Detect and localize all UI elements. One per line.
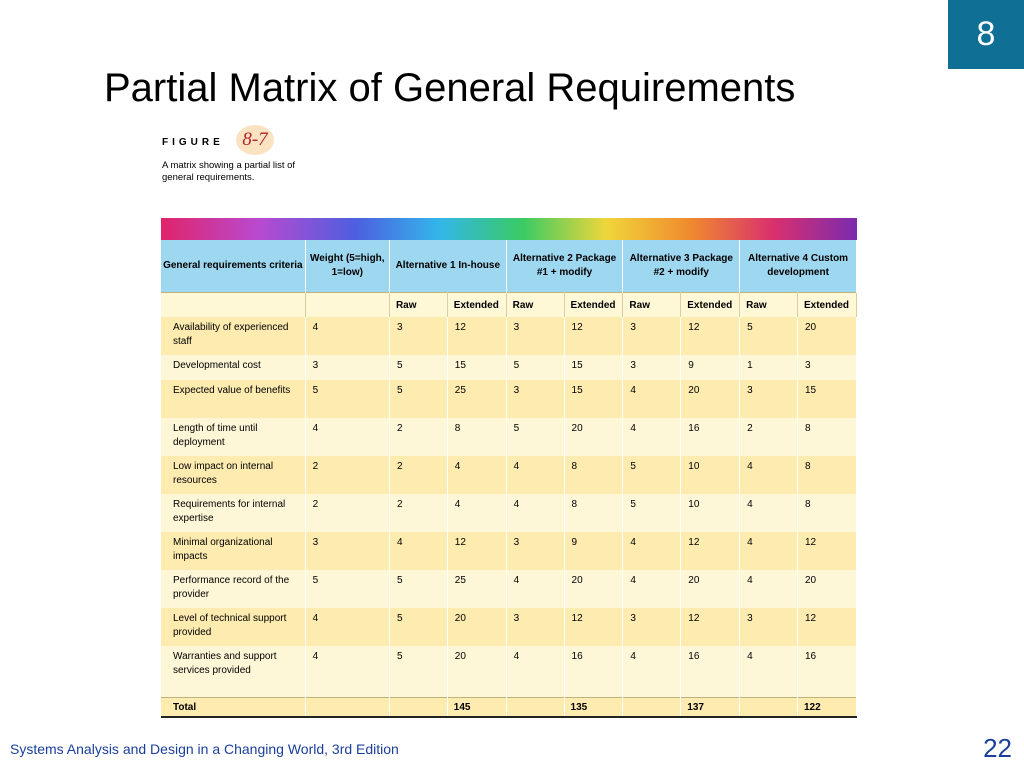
table-header-row [161, 240, 857, 293]
total-alternative-4: 122 [798, 698, 857, 718]
raw-cell: 2 [389, 418, 447, 456]
raw-cell: 5 [623, 456, 681, 494]
chapter-number-badge: 8 [948, 0, 1024, 69]
weight-cell: 3 [305, 532, 389, 570]
subheader-raw: Raw [740, 293, 798, 318]
empty-cell [623, 698, 681, 718]
table-subheader-row [161, 293, 857, 318]
raw-cell: 3 [506, 380, 564, 418]
raw-cell: 3 [740, 608, 798, 646]
total-alternative-2: 135 [564, 698, 623, 718]
decorative-rainbow-banner [161, 218, 857, 240]
extended-cell: 16 [798, 646, 857, 698]
extended-cell: 20 [798, 317, 857, 355]
raw-cell: 5 [506, 355, 564, 380]
criteria-cell: Expected value of benefits [161, 380, 305, 418]
raw-cell: 4 [506, 456, 564, 494]
extended-cell: 12 [798, 608, 857, 646]
raw-cell: 3 [506, 608, 564, 646]
raw-cell: 3 [623, 317, 681, 355]
weight-cell: 4 [305, 608, 389, 646]
extended-cell: 15 [564, 380, 623, 418]
requirements-table [161, 240, 857, 718]
extended-cell: 20 [681, 380, 740, 418]
raw-cell: 5 [389, 646, 447, 698]
raw-cell: 4 [623, 646, 681, 698]
header-alternative-4: Alternative 4 Custom development [740, 240, 857, 293]
extended-cell: 16 [564, 646, 623, 698]
raw-cell: 5 [389, 380, 447, 418]
raw-cell: 4 [389, 532, 447, 570]
criteria-cell: Requirements for internal expertise [161, 494, 305, 532]
page-number: 22 [983, 733, 1012, 763]
extended-cell: 16 [681, 646, 740, 698]
raw-cell: 1 [740, 355, 798, 380]
table-row [161, 608, 857, 646]
raw-cell: 3 [623, 608, 681, 646]
extended-cell: 20 [564, 418, 623, 456]
extended-cell: 9 [681, 355, 740, 380]
subheader-extended: Extended [798, 293, 857, 318]
extended-cell: 12 [564, 608, 623, 646]
extended-cell: 12 [447, 317, 506, 355]
raw-cell: 3 [389, 317, 447, 355]
raw-cell: 3 [740, 380, 798, 418]
slide-title: Partial Matrix of General Requirements [104, 66, 796, 110]
subheader-extended: Extended [447, 293, 506, 318]
subheader-raw: Raw [506, 293, 564, 318]
criteria-cell: Developmental cost [161, 355, 305, 380]
criteria-cell: Warranties and support services provided [161, 646, 305, 698]
table-row [161, 355, 857, 380]
raw-cell: 3 [623, 355, 681, 380]
extended-cell: 15 [564, 355, 623, 380]
extended-cell: 10 [681, 494, 740, 532]
weight-cell: 5 [305, 380, 389, 418]
header-alternative-1: Alternative 1 In-house [389, 240, 506, 293]
extended-cell: 20 [798, 570, 857, 608]
extended-cell: 10 [681, 456, 740, 494]
weight-cell: 4 [305, 646, 389, 698]
weight-cell: 3 [305, 355, 389, 380]
extended-cell: 20 [447, 646, 506, 698]
figure-description: A matrix showing a partial list of general requirements. [162, 160, 296, 183]
extended-cell: 20 [447, 608, 506, 646]
raw-cell: 5 [506, 418, 564, 456]
total-label: Total [161, 698, 305, 718]
extended-cell: 8 [798, 456, 857, 494]
extended-cell: 8 [564, 494, 623, 532]
raw-cell: 4 [740, 570, 798, 608]
extended-cell: 15 [798, 380, 857, 418]
extended-cell: 8 [564, 456, 623, 494]
raw-cell: 2 [740, 418, 798, 456]
table-row [161, 532, 857, 570]
criteria-cell: Performance record of the provider [161, 570, 305, 608]
extended-cell: 12 [447, 532, 506, 570]
raw-cell: 5 [740, 317, 798, 355]
extended-cell: 8 [447, 418, 506, 456]
extended-cell: 15 [447, 355, 506, 380]
figure-label: FIGURE [162, 137, 224, 148]
raw-cell: 3 [506, 317, 564, 355]
header-criteria: General requirements criteria [161, 240, 305, 293]
extended-cell: 12 [681, 317, 740, 355]
table-row [161, 494, 857, 532]
criteria-cell: Length of time until deployment [161, 418, 305, 456]
raw-cell: 5 [389, 570, 447, 608]
extended-cell: 8 [798, 494, 857, 532]
raw-cell: 4 [740, 646, 798, 698]
total-row [161, 698, 857, 718]
weight-cell: 4 [305, 317, 389, 355]
subheader-extended: Extended [681, 293, 740, 318]
header-alternative-2: Alternative 2 Package #1 + modify [506, 240, 623, 293]
criteria-cell: Availability of experienced staff [161, 317, 305, 355]
raw-cell: 2 [389, 494, 447, 532]
raw-cell: 4 [740, 532, 798, 570]
table-row [161, 570, 857, 608]
raw-cell: 4 [506, 646, 564, 698]
raw-cell: 4 [623, 380, 681, 418]
requirements-matrix [161, 218, 857, 718]
table-row [161, 317, 857, 355]
raw-cell: 5 [389, 355, 447, 380]
subheader-extended: Extended [564, 293, 623, 318]
total-alternative-3: 137 [681, 698, 740, 718]
raw-cell: 2 [389, 456, 447, 494]
extended-cell: 12 [798, 532, 857, 570]
subheader-empty [161, 293, 305, 318]
raw-cell: 4 [623, 532, 681, 570]
extended-cell: 20 [564, 570, 623, 608]
criteria-cell: Low impact on internal resources [161, 456, 305, 494]
extended-cell: 8 [798, 418, 857, 456]
extended-cell: 4 [447, 456, 506, 494]
table-row [161, 646, 857, 698]
raw-cell: 4 [740, 494, 798, 532]
extended-cell: 3 [798, 355, 857, 380]
table-row [161, 418, 857, 456]
raw-cell: 4 [506, 494, 564, 532]
criteria-cell: Level of technical support provided [161, 608, 305, 646]
weight-cell: 2 [305, 456, 389, 494]
table-row [161, 456, 857, 494]
empty-cell [740, 698, 798, 718]
extended-cell: 20 [681, 570, 740, 608]
extended-cell: 12 [681, 608, 740, 646]
weight-cell: 2 [305, 494, 389, 532]
empty-cell [506, 698, 564, 718]
extended-cell: 12 [681, 532, 740, 570]
header-alternative-3: Alternative 3 Package #2 + modify [623, 240, 740, 293]
raw-cell: 3 [506, 532, 564, 570]
extended-cell: 25 [447, 570, 506, 608]
raw-cell: 5 [623, 494, 681, 532]
raw-cell: 5 [389, 608, 447, 646]
footer-book-title: Systems Analysis and Design in a Changing World, 3rd Edition [10, 741, 399, 757]
extended-cell: 12 [564, 317, 623, 355]
subheader-raw: Raw [389, 293, 447, 318]
header-weight: Weight (5=high, 1=low) [305, 240, 389, 293]
raw-cell: 4 [506, 570, 564, 608]
raw-cell: 4 [740, 456, 798, 494]
extended-cell: 9 [564, 532, 623, 570]
empty-cell [389, 698, 447, 718]
criteria-cell: Minimal organizational impacts [161, 532, 305, 570]
raw-cell: 4 [623, 418, 681, 456]
weight-cell: 4 [305, 418, 389, 456]
extended-cell: 4 [447, 494, 506, 532]
subheader-empty [305, 293, 389, 318]
figure-number: 8-7 [236, 125, 274, 155]
total-alternative-1: 145 [447, 698, 506, 718]
subheader-raw: Raw [623, 293, 681, 318]
empty-cell [305, 698, 389, 718]
raw-cell: 4 [623, 570, 681, 608]
weight-cell: 5 [305, 570, 389, 608]
extended-cell: 16 [681, 418, 740, 456]
table-row [161, 380, 857, 418]
extended-cell: 25 [447, 380, 506, 418]
